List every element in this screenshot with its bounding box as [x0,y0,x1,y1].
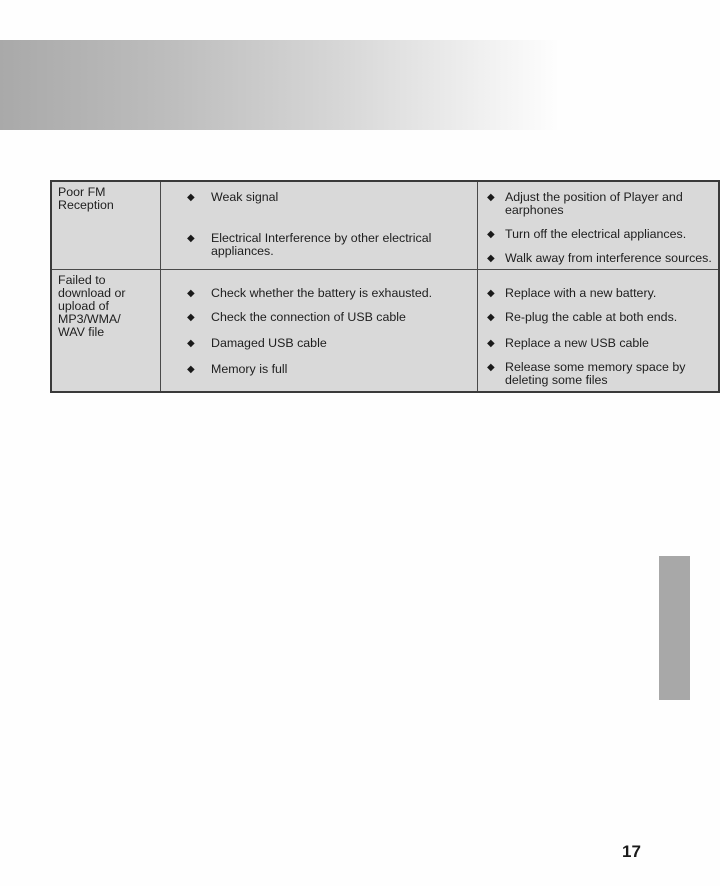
solution-text: Release some memory space by deleting some files [505,360,686,387]
table-row [51,270,719,393]
cause-cell [161,181,478,270]
list-item [486,191,712,217]
troubleshooting-table [50,180,720,393]
cause-text: Damaged USB cable [211,336,327,350]
solution-cell [478,181,720,270]
diamond-bullet-icon: ◆ [487,192,495,203]
page-number: 17 [622,842,641,861]
table-row [51,181,719,270]
list-item [185,363,471,376]
diamond-bullet-icon: ◆ [487,229,495,240]
diamond-bullet-icon: ◆ [487,338,495,349]
header-gradient-band [0,40,560,130]
diamond-bullet-icon: ◆ [487,362,495,373]
list-item [185,191,471,204]
list-item [185,311,471,324]
diamond-bullet-icon: ◆ [187,312,195,323]
list-item [185,337,471,350]
solution-text: Replace with a new battery. [505,286,657,300]
diamond-bullet-icon: ◆ [187,233,195,244]
diamond-bullet-icon: ◆ [487,253,495,264]
problem-cell [51,270,161,393]
list-item [185,232,471,258]
solution-text: Adjust the position of Player and earphones [505,190,683,217]
cause-cell [161,270,478,393]
solution-text: Re-plug the cable at both ends. [505,310,678,324]
diamond-bullet-icon: ◆ [487,312,495,323]
diamond-bullet-icon: ◆ [187,192,195,203]
list-item [486,311,712,324]
cause-text: Electrical Interference by other electrical appliances. [211,231,432,258]
cause-text: Check the connection of USB cable [211,310,406,324]
side-tab [659,556,690,700]
cause-text: Weak signal [211,190,279,204]
diamond-bullet-icon: ◆ [187,338,195,349]
list-item [486,337,712,350]
list-item [185,287,471,300]
list-item [486,252,712,265]
diamond-bullet-icon: ◆ [487,288,495,299]
cause-text: Memory is full [211,362,288,376]
diamond-bullet-icon: ◆ [187,288,195,299]
cause-text: Check whether the battery is exhausted. [211,286,433,300]
problem-text: Poor FM Reception [58,185,114,212]
solution-cell [478,270,720,393]
solution-text: Replace a new USB cable [505,336,649,350]
solution-text: Turn off the electrical appliances. [505,227,687,241]
problem-cell [51,181,161,270]
list-item [486,287,712,300]
list-item [486,228,712,241]
problem-text: Failed to download or upload of MP3/WMA/ WAV file [58,273,126,339]
solution-text: Walk away from interference sources. [505,251,712,265]
list-item [486,361,712,387]
diamond-bullet-icon: ◆ [187,364,195,375]
